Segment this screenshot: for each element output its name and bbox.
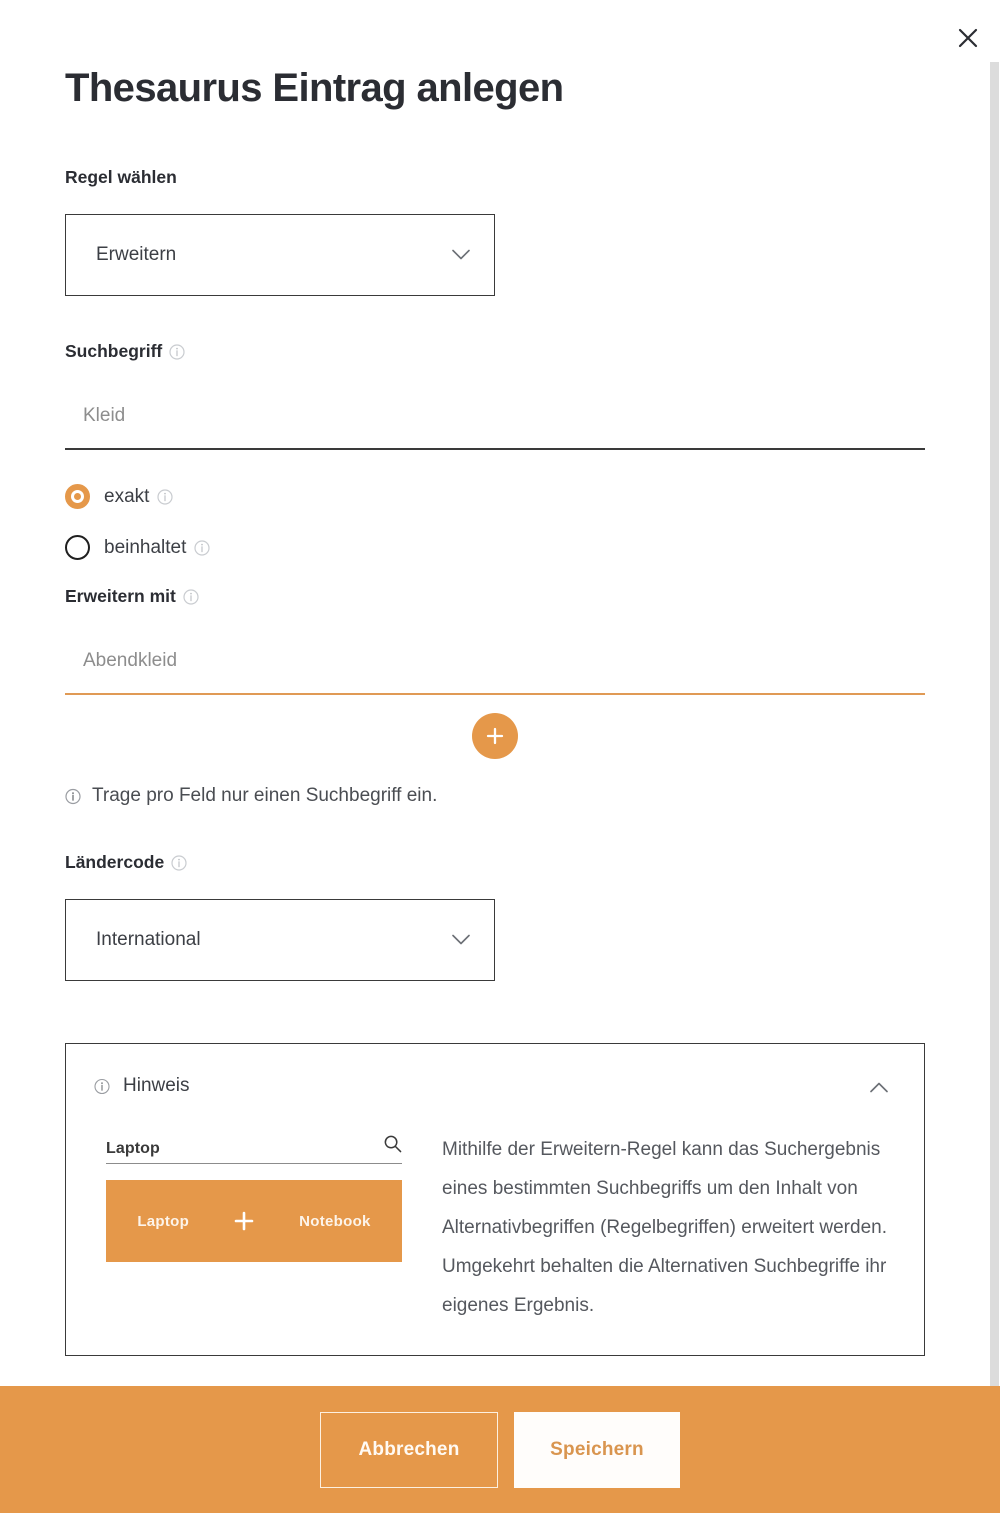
rule-select[interactable] <box>65 214 495 296</box>
info-icon[interactable] <box>157 489 173 505</box>
rule-label <box>65 167 910 188</box>
notice-panel <box>65 1043 925 1356</box>
country-code-select[interactable] <box>65 899 495 981</box>
info-icon[interactable] <box>183 589 199 605</box>
illustration-right-term: Notebook <box>299 1212 371 1230</box>
illustration-search-field <box>106 1128 402 1164</box>
country-code-label <box>65 852 910 873</box>
rule-label-text: Regel wählen <box>65 167 177 187</box>
notice-panel-title <box>94 1075 190 1097</box>
expand-with-input[interactable] <box>65 629 925 695</box>
notice-panel-header[interactable] <box>66 1044 924 1128</box>
field-hint <box>65 785 910 807</box>
match-option-exakt[interactable] <box>65 484 910 509</box>
illustration-search-value: Laptop <box>106 1140 160 1157</box>
info-icon <box>94 1078 110 1094</box>
search-term-input[interactable] <box>65 384 925 450</box>
chevron-down-icon <box>452 935 470 946</box>
search-term-value: Kleid <box>83 405 126 426</box>
cancel-button[interactable]: Abbrechen <box>320 1412 498 1488</box>
search-term-label <box>65 341 910 362</box>
expand-with-label-text: Erweitern mit <box>65 586 176 606</box>
chevron-up-icon[interactable] <box>870 1081 888 1092</box>
search-term-label-text: Suchbegriff <box>65 341 163 361</box>
illustration-result-box <box>106 1180 402 1262</box>
expand-with-label <box>65 586 910 607</box>
save-button[interactable]: Speichern <box>514 1412 680 1488</box>
expand-with-value: Abendkleid <box>83 650 178 671</box>
notice-body-text: Mithilfe der Erweitern-Regel kann das Suchergebnis eines bestimmten Suchbegriffs um den Inhalt von Alternativbegriffen (Regelbegriffen) erweitert werden. Umgekehrt behalten die Alternativen Suchbegriffe ihr eigenes Ergebnis. <box>442 1139 887 1316</box>
illustration-left-term: Laptop <box>137 1212 190 1230</box>
page-title: Thesaurus Eintrag anlegen <box>65 66 564 110</box>
info-icon[interactable] <box>194 540 210 556</box>
match-option-beinhaltet-text: beinhaltet <box>104 536 187 558</box>
radio-indicator-exakt <box>65 484 90 509</box>
notice-panel-body <box>66 1128 924 1355</box>
match-option-beinhaltet-label <box>104 537 210 559</box>
match-option-exakt-label <box>104 486 173 508</box>
info-icon[interactable] <box>171 855 187 871</box>
search-icon <box>383 1134 402 1158</box>
dialog-footer <box>0 1386 1000 1513</box>
chevron-down-icon <box>452 250 470 261</box>
notice-panel-title-text: Hinweis <box>123 1075 190 1096</box>
scrollbar-track[interactable] <box>988 62 1000 1386</box>
radio-indicator-beinhaltet <box>65 535 90 560</box>
match-option-beinhaltet[interactable] <box>65 535 910 560</box>
field-hint-text: Trage pro Feld nur einen Suchbegriff ein. <box>92 785 438 806</box>
country-code-label-text: Ländercode <box>65 852 165 872</box>
plus-icon <box>484 725 506 747</box>
rule-select-value: Erweitern <box>96 244 177 265</box>
notice-illustration <box>106 1128 402 1325</box>
country-code-select-value: International <box>96 929 201 950</box>
info-icon[interactable] <box>169 344 185 360</box>
info-icon <box>65 788 81 804</box>
scrollbar-thumb[interactable] <box>990 62 999 1386</box>
match-option-exakt-text: exakt <box>104 485 150 507</box>
add-expand-field-button[interactable] <box>472 713 518 759</box>
plus-icon <box>233 1210 255 1232</box>
